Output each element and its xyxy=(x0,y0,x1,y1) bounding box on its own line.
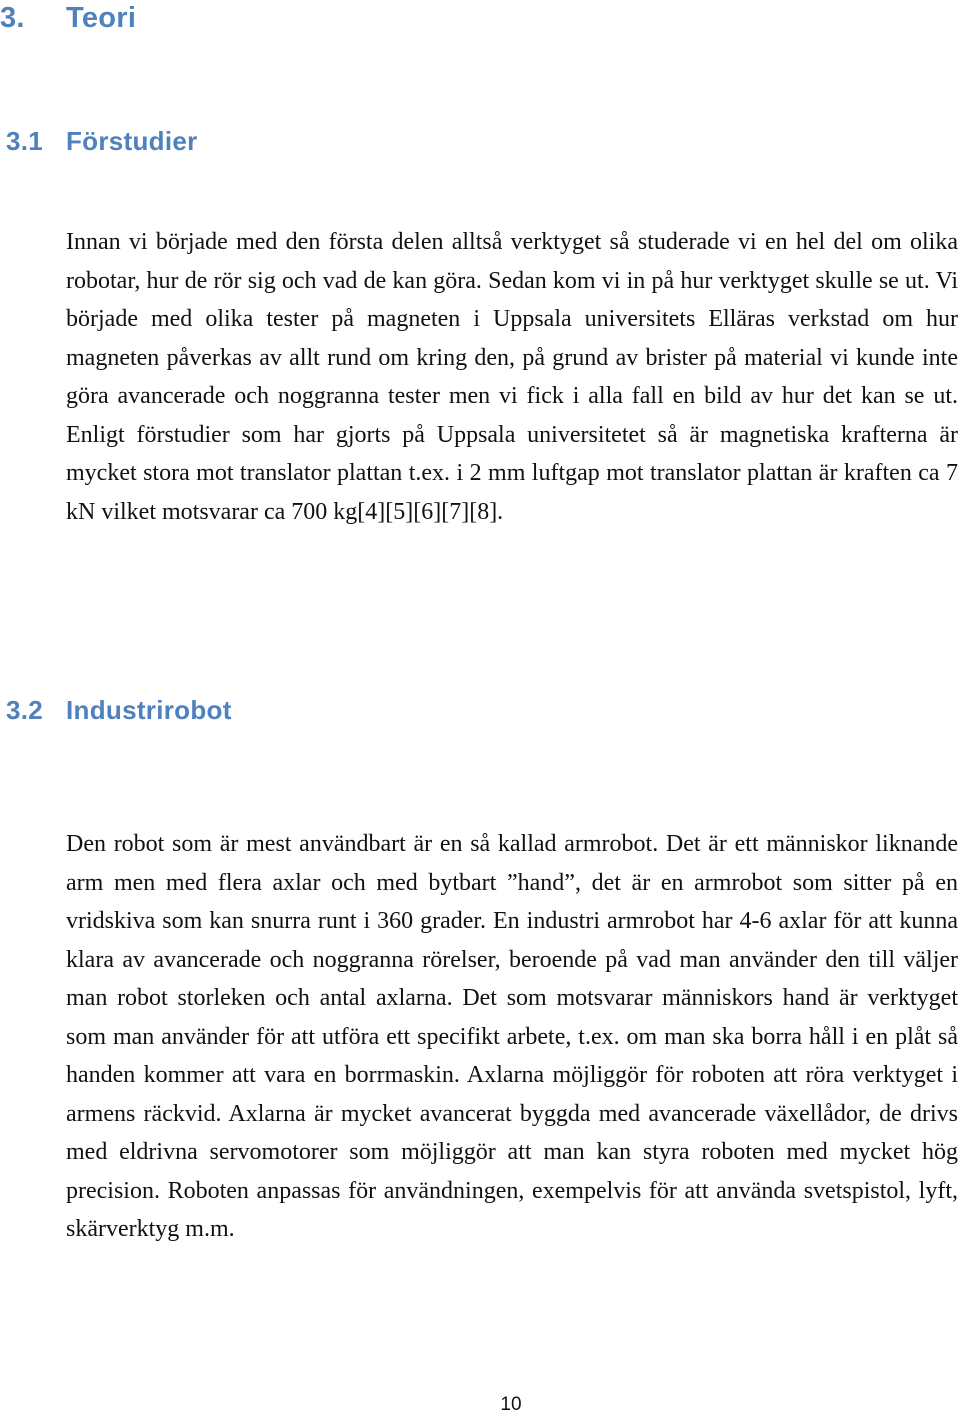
section-title: Teori xyxy=(66,2,137,34)
subsection-number: 3.2 xyxy=(6,695,44,725)
subsection-number: 3.1 xyxy=(6,126,44,156)
subsection-title: Industrirobot xyxy=(66,695,232,725)
section-heading xyxy=(0,2,136,35)
paragraph-forstudier: Innan vi började med den första delen alltså verktyget så studerade vi en hel del om olika robotar, hur de rör sig och vad de kan göra. Sedan kom vi in på hur verktyget skulle se ut. Vi började med olika tester på magneten i Uppsala universitets Elläras verkstad om hur magneten påverkas av allt rund om kring den, på grund av brister på material vi kunde inte göra avancerade och noggranna tester men vi fick i alla fall en bild av hur det kan se ut. Enligt förstudier som har gjorts på Uppsala universitetet så är magnetiska krafterna är mycket stora mot translator plattan t.ex. i 2 mm luftgap mot translator plattan är kraften ca 7 kN vilket motsvarar ca 700 kg[4][5][6][7][8]. xyxy=(66,229,958,525)
section-number: 3. xyxy=(0,2,25,34)
subsection-heading-industrirobot xyxy=(6,695,232,726)
page-number: 10 xyxy=(500,1394,522,1415)
subsection-title: Förstudier xyxy=(66,126,198,156)
paragraph-industrirobot: Den robot som är mest användbart är en så kallad armrobot. Det är ett människor liknande arm men med flera axlar och med bytbart ”hand”, det är en armrobot som sitter på en vridskiva som kan snurra runt i 360 grader. En industri armrobot har 4-6 axlar för att kunna klara av avancerade och noggranna rörelser, beroende på vad man använder den till väljer man robot storleken och antal axlarna. Det som motsvarar människors hand är verktyget som man använder för att utföra ett specifikt arbete, t.ex. om man ska borra håll i en plåt så handen kommer att vara en borrmaskin. Axlarna möjliggör för roboten att röra verktyget i armens räckvid. Axlarna är mycket avancerat byggda med avancerade växellådor, de drivs med eldrivna servomotorer som möjliggör att man kan styra roboten med mycket hög precision. Roboten anpassas för användningen, exempelvis för att använda svetspistol, lyft, skärverktyg m.m. xyxy=(66,831,958,1242)
subsection-heading-forstudier xyxy=(6,126,198,157)
